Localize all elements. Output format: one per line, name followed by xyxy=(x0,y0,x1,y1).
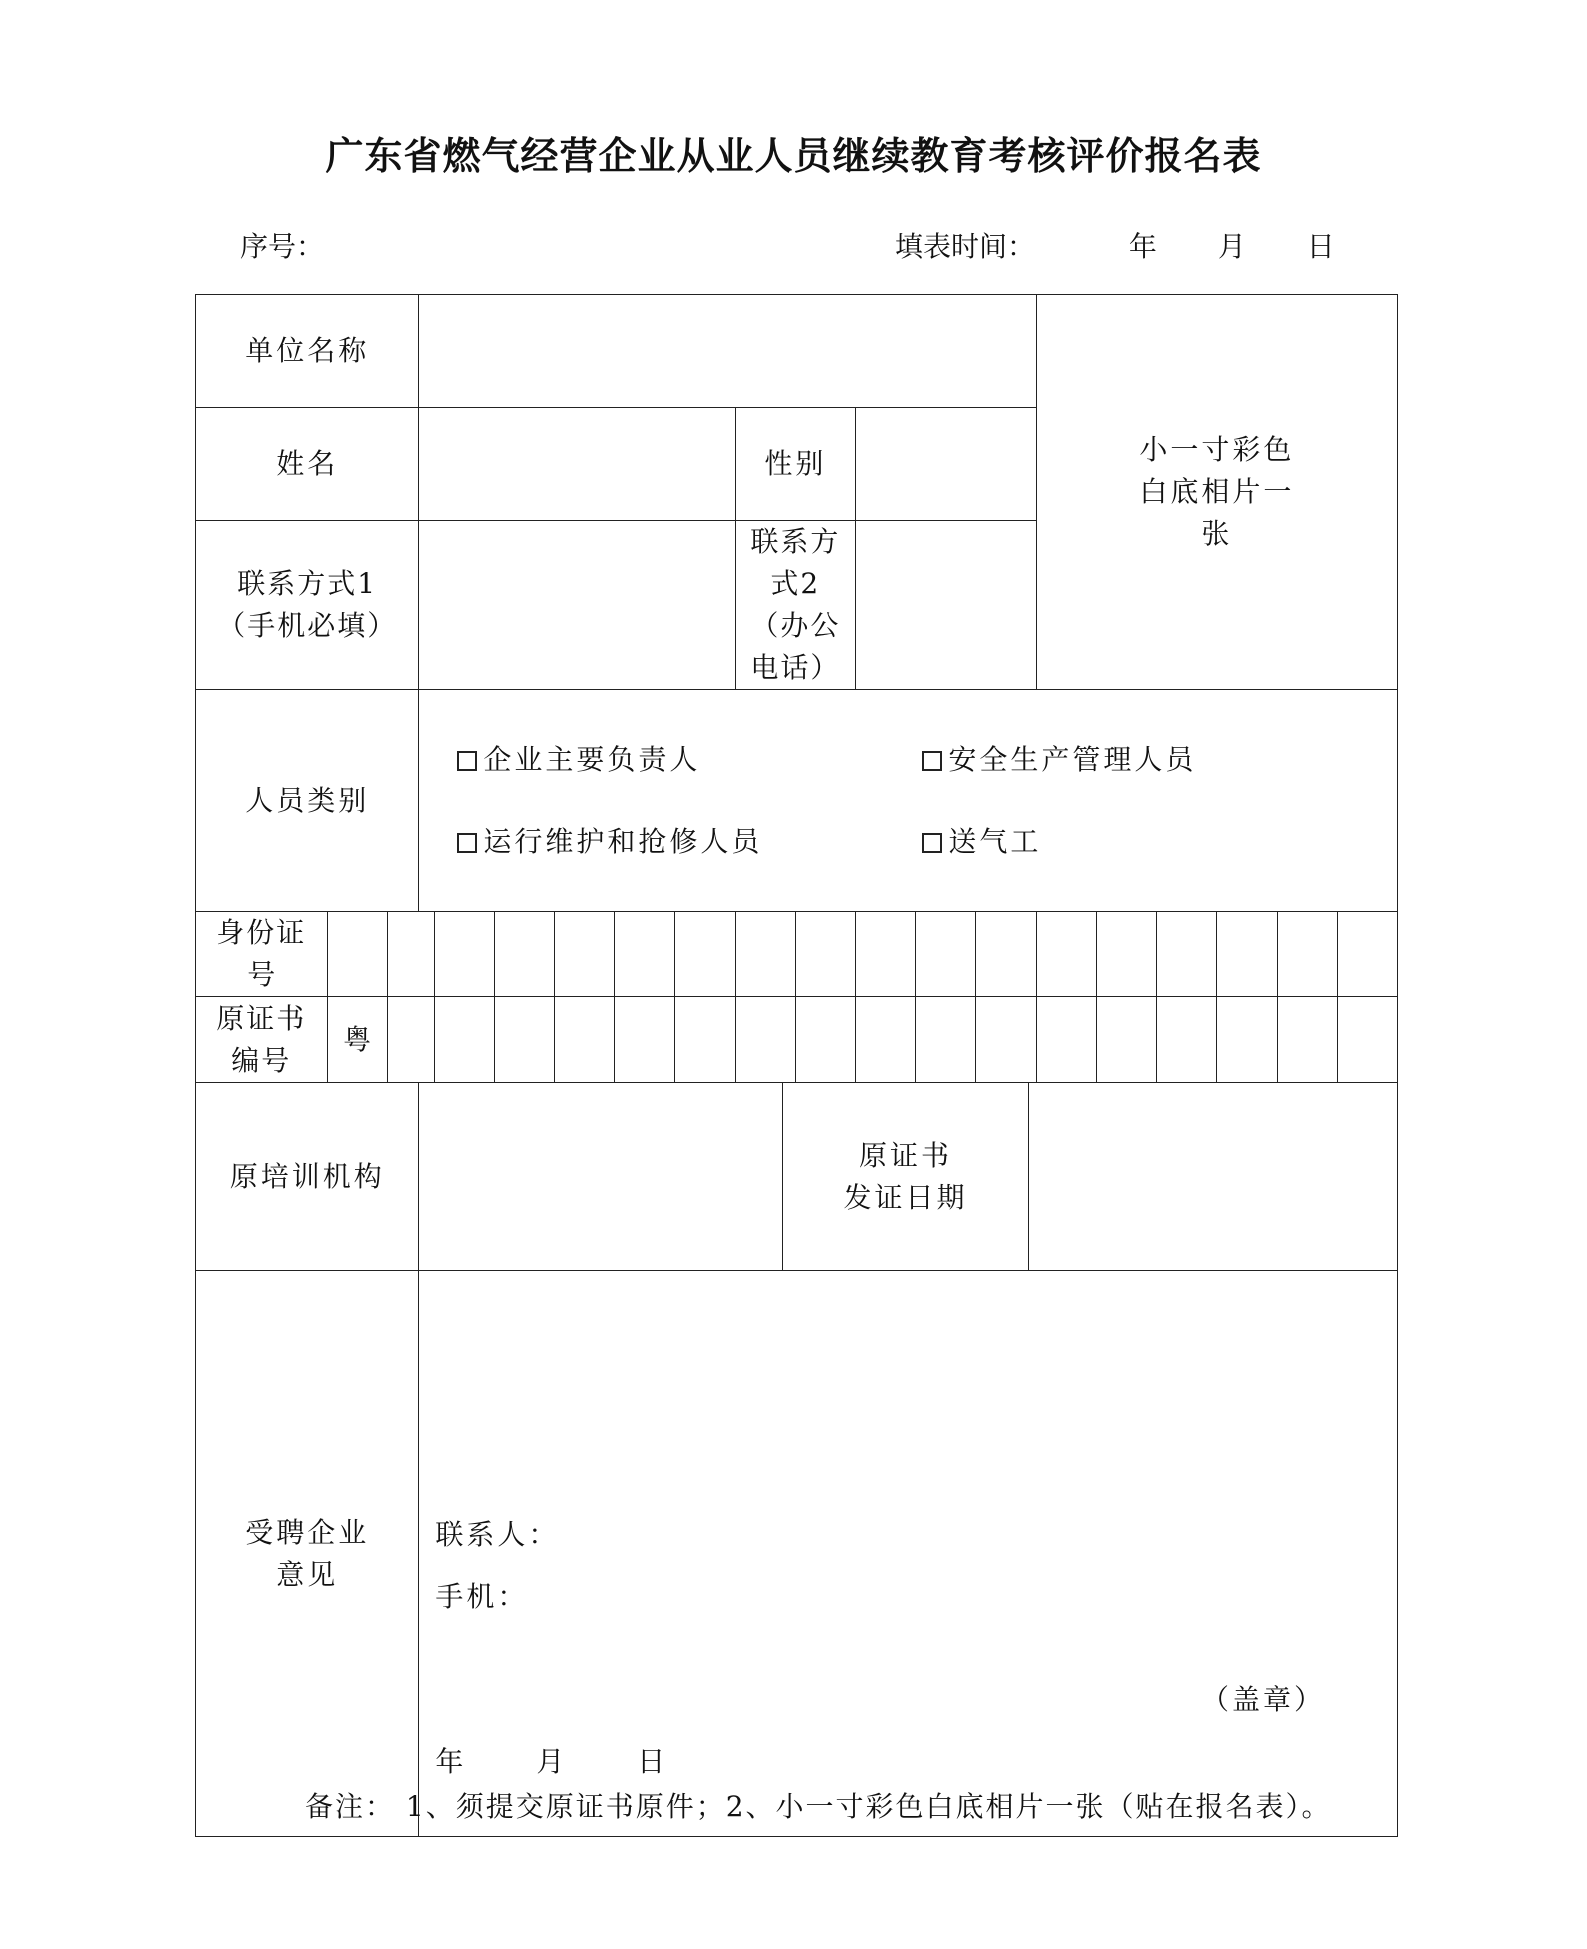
fill-date-line xyxy=(895,225,1335,265)
id-digit-cell[interactable] xyxy=(615,912,675,997)
contact1-field[interactable] xyxy=(419,521,735,690)
id-digit-cell[interactable] xyxy=(1036,912,1096,997)
cert-digit-cell[interactable] xyxy=(795,997,855,1083)
fill-time-label: 填表时间： xyxy=(895,230,1036,263)
id-digit-cell[interactable] xyxy=(1217,912,1277,997)
category-option[interactable] xyxy=(922,739,1196,781)
checkbox-icon[interactable] xyxy=(457,751,477,771)
cert-digit-cell[interactable] xyxy=(856,997,916,1083)
gender-field[interactable] xyxy=(856,408,1037,521)
sign-year-label: 年 xyxy=(435,1745,464,1778)
id-digit-cell[interactable] xyxy=(1096,912,1156,997)
contact2-label xyxy=(735,521,855,690)
id-digit-cell[interactable] xyxy=(434,912,494,997)
id-digit-cell[interactable] xyxy=(735,912,795,997)
cert-digit-cell[interactable] xyxy=(675,997,735,1083)
id-digit-cell[interactable] xyxy=(1277,912,1337,997)
contact2-field[interactable] xyxy=(856,521,1037,690)
id-digit-cell[interactable] xyxy=(1157,912,1217,997)
name-field[interactable] xyxy=(419,408,735,521)
cert-digit-cell[interactable] xyxy=(434,997,494,1083)
sign-date-line xyxy=(435,1741,665,1783)
seal-label: （盖章） xyxy=(1200,1683,1325,1716)
cert-date-field[interactable] xyxy=(1029,1083,1398,1271)
id-number-label xyxy=(196,912,328,997)
id-number-label-line1: 身份证 xyxy=(216,916,307,949)
employer-opinion-label-line1: 受聘企业 xyxy=(245,1515,370,1549)
checkbox-icon[interactable] xyxy=(922,833,942,853)
cert-digit-cell[interactable] xyxy=(387,997,434,1083)
cert-digit-cell[interactable] xyxy=(916,997,976,1083)
checkbox-icon[interactable] xyxy=(922,751,942,771)
id-digit-cell[interactable] xyxy=(327,912,387,997)
id-number-label-line2: 号 xyxy=(247,958,276,991)
remark-note: 备注： 1、须提交原证书原件；2、小一寸彩色白底相片一张（贴在报名表）。 xyxy=(305,1790,1332,1823)
cert-digit-cell[interactable] xyxy=(1277,997,1337,1083)
personnel-category-options xyxy=(419,690,1398,912)
cert-digit-cell[interactable] xyxy=(494,997,554,1083)
id-digit-cell[interactable] xyxy=(795,912,855,997)
id-digit-cell[interactable] xyxy=(494,912,554,997)
id-digit-cell[interactable] xyxy=(856,912,916,997)
sign-month-label: 月 xyxy=(536,1745,565,1778)
cert-digit-cell[interactable] xyxy=(735,997,795,1083)
employer-opinion-field[interactable] xyxy=(419,1271,1398,1837)
form-title: 广东省燃气经营企业从业人员继续教育考核评价报名表 xyxy=(325,134,1262,178)
cert-number-label-line1: 原证书 xyxy=(216,1001,307,1035)
cert-date-label xyxy=(782,1083,1029,1271)
category-row-2 xyxy=(457,801,1397,883)
id-digit-cell[interactable] xyxy=(555,912,615,997)
category-option[interactable] xyxy=(457,821,922,863)
unit-name-field[interactable] xyxy=(419,295,1036,408)
cert-date-label-line2: 发证日期 xyxy=(843,1180,968,1214)
id-digit-cell[interactable] xyxy=(675,912,735,997)
name-label: 姓名 xyxy=(196,408,419,521)
id-digit-cell[interactable] xyxy=(976,912,1036,997)
cert-digit-cell[interactable] xyxy=(1036,997,1096,1083)
fill-month-label: 月 xyxy=(1217,230,1246,263)
category-label: 安全生产管理人员 xyxy=(948,742,1197,776)
personnel-category-label: 人员类别 xyxy=(196,690,419,912)
id-number-row xyxy=(196,912,1398,997)
contact2-label-line1: 联系方式2 xyxy=(750,525,841,600)
sign-day-label: 日 xyxy=(637,1745,666,1778)
id-digit-cell[interactable] xyxy=(1337,912,1397,997)
cert-digit-cell[interactable] xyxy=(1157,997,1217,1083)
employer-opinion-label-line2: 意见 xyxy=(276,1557,339,1591)
contact1-label-line2: （手机必填） xyxy=(217,609,398,642)
id-digit-cell[interactable] xyxy=(387,912,434,997)
category-label: 运行维护和抢修人员 xyxy=(483,824,763,858)
contact1-label xyxy=(196,521,419,690)
employer-opinion-label xyxy=(196,1271,419,1837)
category-option[interactable] xyxy=(922,821,1041,863)
fill-day-label: 日 xyxy=(1306,230,1335,263)
gender-label: 性别 xyxy=(735,408,855,521)
cert-digit-cell[interactable] xyxy=(976,997,1036,1083)
training-org-label: 原培训机构 xyxy=(196,1083,419,1271)
category-label: 企业主要负责人 xyxy=(483,742,701,776)
cert-digit-cell[interactable] xyxy=(1096,997,1156,1083)
category-row-1 xyxy=(457,719,1397,801)
contact1-label-line1: 联系方式1 xyxy=(237,567,378,600)
cert-digit-cell[interactable] xyxy=(1217,997,1277,1083)
cert-digit-cell[interactable] xyxy=(555,997,615,1083)
checkbox-icon[interactable] xyxy=(457,833,477,853)
fill-year-label: 年 xyxy=(1128,230,1157,263)
contact2-label-line2: （办公电话） xyxy=(750,609,841,684)
training-org-field[interactable] xyxy=(419,1083,782,1271)
id-digit-cell[interactable] xyxy=(916,912,976,997)
cert-prefix: 粤 xyxy=(327,997,387,1083)
cert-digit-cell[interactable] xyxy=(615,997,675,1083)
unit-name-label: 单位名称 xyxy=(196,295,419,408)
category-label: 送气工 xyxy=(948,824,1042,858)
mobile-label: 手机： xyxy=(435,1580,529,1613)
cert-number-label xyxy=(196,997,328,1083)
photo-cell xyxy=(1036,295,1397,690)
photo-note: 小一寸彩色白底相片一张 xyxy=(1139,433,1295,550)
contact-person-label: 联系人： xyxy=(435,1518,560,1551)
serial-number-label: 序号： xyxy=(240,230,325,263)
registration-table xyxy=(195,294,1398,1837)
category-option[interactable] xyxy=(457,739,922,781)
cert-number-row xyxy=(196,997,1398,1083)
cert-date-label-line1: 原证书 xyxy=(858,1138,952,1172)
cert-digit-cell[interactable] xyxy=(1337,997,1397,1083)
cert-number-label-line2: 编号 xyxy=(231,1043,292,1077)
